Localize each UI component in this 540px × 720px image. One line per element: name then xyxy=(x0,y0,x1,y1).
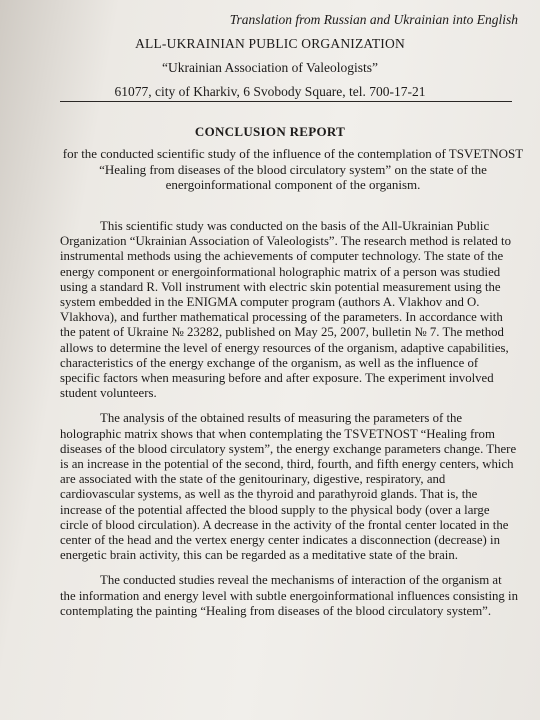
report-subtitle: for the conducted scientific study of the influence of the contemplation of TSVETNOST “Healing from diseases of the blood circulatory system” on the state of the energoinformational component of the organism. xyxy=(62,146,524,192)
report-body xyxy=(60,219,518,629)
header-divider xyxy=(60,101,512,102)
paragraph-conclusion: The conducted studies reveal the mechanisms of interaction of the organism at the information and energy level with subtle energoinformational influences consisting in contemplating the painting “Healing from diseases of the blood circulatory system”. xyxy=(60,573,518,618)
paragraph-analysis: The analysis of the obtained results of measuring the parameters of the holographic matrix shows that when contemplating the TSVETNOST “Healing from diseases of the blood circulatory system”, the energy exchange parameters change. There is an increase in the potential of the second, third, fourth, and fifth energy centers, which are associated with the state of the genitourinary, digestive, respiratory, and cardiovascular systems, as well as the thyroid and parathyroid glands. That is, the increase of the potential affected the blood supply to the physical body (over a large circle of blood circulation). A decrease in the activity of the frontal center located in the center of the head and the vertex energy center indicates a disconnection (decrease) in energetic brain activity, this can be regarded as a meditative state of the brain. xyxy=(60,411,517,563)
paragraph-method: This scientific study was conducted on the basis of the All-Ukrainian Public Organization “Ukrainian Association of Valeologists”. The research method is related to instrumental methods using the achievements of computer technology. The state of the energy component or energoinformational holographic matrix of a person was studied using a standard R. Voll instrument with electric skin potential measurement using the system embedded in the ENIGMA computer program (authors A. Vlakhov and O. Vlakhova), and further mathematical processing of the parameters. In accordance with the patent of Ukraine № 23282, published on May 25, 2007, bulletin № 7. The method allows to determine the level of energy resources of the organism, adaptive capabilities, characteristics of the energy exchange of the organism, as well as the influence of specific factors when measuring before and after exposure. The experiment involved student volunteers. xyxy=(60,219,511,401)
translation-note: Translation from Russian and Ukrainian into English xyxy=(229,12,518,27)
report-title: CONCLUSION REPORT xyxy=(194,124,346,139)
association-name: “Ukrainian Association of Valeologists” xyxy=(161,60,379,75)
organization-name: ALL-UKRAINIAN PUBLIC ORGANIZATION xyxy=(135,36,405,51)
organization-address: 61077, city of Kharkiv, 6 Svobody Square, tel. 700-17-21 xyxy=(114,84,426,99)
